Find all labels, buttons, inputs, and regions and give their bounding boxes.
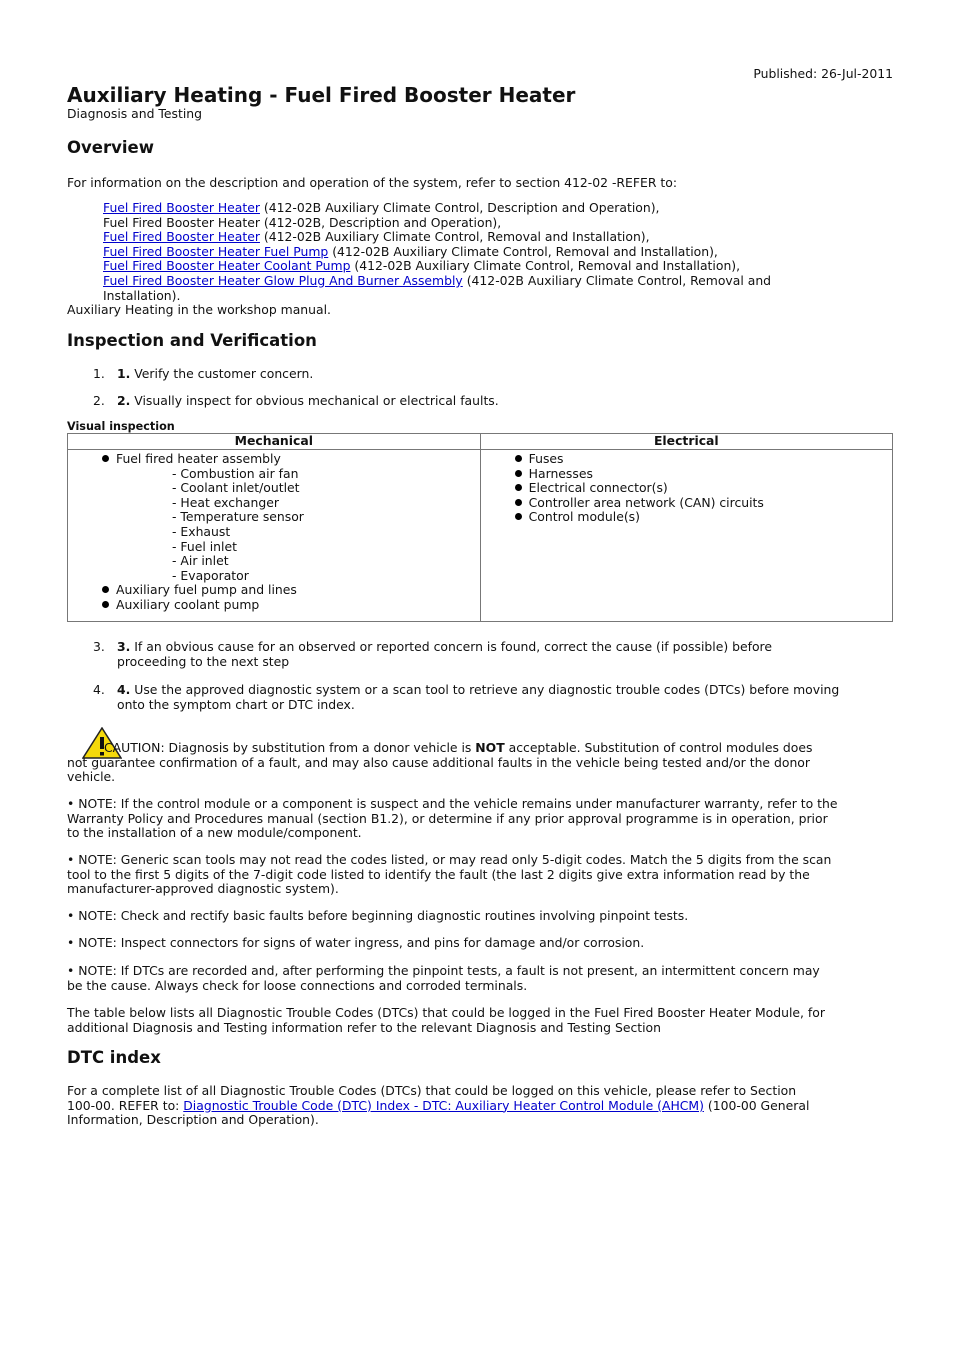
page-title: Auxiliary Heating - Fuel Fired Booster Heater — [67, 83, 576, 107]
reference-link[interactable]: Fuel Fired Booster Heater — [103, 200, 260, 215]
list-item: Auxiliary coolant pump — [68, 598, 480, 613]
dtc-index-heading: DTC index — [67, 1048, 161, 1067]
reference-item: Fuel Fired Booster Heater Coolant Pump (412-02B Auxiliary Climate Control, Removal and Installation), — [103, 258, 741, 274]
note-paragraph: • NOTE: Check and rectify basic faults before beginning diagnostic routines involving pinpoint tests. — [67, 908, 689, 923]
reference-item: Fuel Fired Booster Heater Glow Plug And Burner Assembly (412-02B Auxiliary Climate Control, Removal and — [103, 272, 772, 288]
overview-outro: Auxiliary Heating in the workshop manual. — [67, 302, 331, 317]
list-item: Auxiliary fuel pump and lines — [68, 583, 480, 598]
list-item: Fuses — [481, 452, 892, 467]
reference-item: Installation). — [103, 287, 181, 303]
overview-intro: For information on the description and operation of the system, refer to section 412-02 -REFER to: — [67, 175, 677, 190]
reference-item: Fuel Fired Booster Heater Fuel Pump (412-02B Auxiliary Climate Control, Removal and Installation), — [103, 243, 718, 259]
list-item: Control module(s) — [481, 510, 892, 525]
mechanical-cell — [68, 450, 481, 622]
electrical-cell — [480, 450, 892, 622]
document-page: Published: 26-Jul-2011 Auxiliary Heating - Fuel Fired Booster Heater Diagnosis and Testing Overview For information on the description and operation of the system, refer to section 412-02 -REFER to: Fuel Fired Booster Heater (412-02B Auxiliary Climate Control, Description and Operation), Fuel Fired Booster Heater (412-02B, Description and Operation), Fuel Fired Booster Heater (412-02B Auxiliary Climate Control, Removal and Installation), Fuel Fired Booster Heater Fuel Pump (412-02B Auxiliary Climate Control, Removal and Installation), Fuel Fired Booster Heater Coolant Pump (412-02B Auxiliary Climate Control, Removal and Installation), Fuel Fired Booster Heater Glow Plug And Burner Assembly (412-02B Auxiliary Climate Control, Removal and Installation). Auxiliary Heating in the workshop manual. Inspection and Verification 1. 1. Verify the customer concern. 2. 2. Visually inspect for obvious mechanical or electrical faults. Visual inspection Mechanical Electrical Fuel fired heater assembly - Combustion air fan - Coolant inlet/outlet - Heat exchanger - Temperature sensor - Exhaust - Fuel inlet - Air inlet - Evaporator Auxiliary fuel pump and lines Auxiliary coolant pump Fuses Harnesses Electrical connector(s) Controller area network (CAN) circuits Control module(s) 3. 3. If an obvious cause for an observed or reported concern is found, correct the cause (if possible) before proceeding to the next step 4. 4. Use the approved diagnostic system or a scan tool to retrieve any diagnostic trouble codes (DTCs) before moving onto the symptom chart or DTC index. CAUTION: Diagnosis by substitution from a donor vehicle is NOT acceptable. Substitution of control modules does not guarantee confirmation of a fault, and may also cause additional faults in the vehicle being tested and/or the donor vehicle. • NOTE: If the control module or a component is suspect and the vehicle remains under manufacturer warranty, refer to the Warranty Policy and Procedures manual (section B1.2), or determine if any prior approval programme is in operation, prior to the installation of a new module/component. • NOTE: Generic scan tools may not read the codes listed, or may read only 5-digit codes. Match the 5 digits from the scan tool to the first 5 digits of the 7-digit code listed to identify the fault (the last 2 digits give extra information read by the manufacturer-approved diagnostic system). • NOTE: Check and rectify basic faults before beginning diagnostic routines involving pinpoint tests. • NOTE: Inspect connectors for signs of water ingress, and pins for damage and/or corrosion. • NOTE: If DTCs are recorded and, after performing the pinpoint tests, a fault is not present, an intermittent concern may be the cause. Always check for loose connections and corroded terminals. The table below lists all Diagnostic Trouble Codes (DTCs) that could be logged in the Fuel Fired Booster Heater Module, for additional Diagnosis and Testing information refer to the relevant Diagnosis and Testing Section DTC index For a complete list of all Diagnostic Trouble Codes (DTCs) that could be logged on this vehicle, please refer to Section 100-00. REFER to: Diagnostic Trouble Code (DTC) Index - DTC: Auxiliary Heater Control Module (AHCM) (100-00 General Information, Description and Operation). — [67, 66, 893, 1128]
note-paragraph: • NOTE: If the control module or a component is suspect and the vehicle remains under manufacturer warranty, refer to the Warranty Policy and Procedures manual (section B1.2), or determine if any prior approval programme is in operation, prior to the installation of a new module/component. — [67, 796, 838, 841]
list-item: Electrical connector(s) — [481, 481, 892, 496]
note-paragraph: • NOTE: Generic scan tools may not read the codes listed, or may read only 5-digit codes. Match the 5 digits from the scan tool to the first 5 digits of the 7-digit code listed to identify the fault (the last 2 digits give extra information read by the manufacturer-approved diagnostic system). — [67, 852, 832, 897]
dtc-index-link[interactable]: Diagnostic Trouble Code (DTC) Index - DTC: Auxiliary Heater Control Module (AHCM) — [183, 1097, 704, 1113]
visual-inspection-label: Visual inspection — [67, 420, 175, 433]
table-intro-paragraph: The table below lists all Diagnostic Trouble Codes (DTCs) that could be logged in the Fuel Fired Booster Heater Module, for additional Diagnosis and Testing information refer to the relevant Diagnosis and Testing Section — [67, 1005, 825, 1035]
table-header-electrical: Electrical — [480, 434, 892, 450]
page-subtitle: Diagnosis and Testing — [67, 106, 202, 121]
reference-item: Fuel Fired Booster Heater (412-02B, Description and Operation), — [103, 214, 502, 230]
dtc-index-paragraph: For a complete list of all Diagnostic Trouble Codes (DTCs) that could be logged on this vehicle, please refer to Section 100-00. REFER to: Diagnostic Trouble Code (DTC) Index - DTC: Auxiliary Heater Control Module (AHCM) (100-00 General Information, Description and Operation). — [67, 1083, 810, 1128]
list-item: Harnesses — [481, 467, 892, 482]
reference-item: Fuel Fired Booster Heater (412-02B Auxiliary Climate Control, Removal and Installation), — [103, 229, 650, 245]
reference-item: Fuel Fired Booster Heater (412-02B Auxiliary Climate Control, Description and Operation), — [103, 200, 660, 215]
note-paragraph: • NOTE: Inspect connectors for signs of water ingress, and pins for damage and/or corrosion. — [67, 935, 645, 950]
list-item: Fuel fired heater assembly - Combustion air fan - Coolant inlet/outlet - Heat exchanger - Temperature sensor - Exhaust - Fuel inlet - Air inlet - Evaporator — [68, 452, 480, 583]
published-date: Published: 26-Jul-2011 — [753, 66, 893, 81]
reference-list — [103, 201, 893, 303]
visual-inspection-table — [67, 433, 893, 622]
reference-link[interactable]: Fuel Fired Booster Heater Fuel Pump — [103, 243, 329, 259]
reference-link[interactable]: Fuel Fired Booster Heater — [103, 229, 260, 245]
caution-note: CAUTION: Diagnosis by substitution from a donor vehicle is NOT acceptable. Substitution of control modules does not guarantee confirmation of a fault, and may also cause additional faults in the vehicle being tested and/or the donor vehicle. — [67, 740, 813, 785]
list-item: Controller area network (CAN) circuits — [481, 496, 892, 511]
reference-link[interactable]: Fuel Fired Booster Heater Glow Plug And Burner Assembly — [103, 272, 463, 288]
inspection-heading: Inspection and Verification — [67, 331, 317, 350]
note-paragraph: • NOTE: If DTCs are recorded and, after performing the pinpoint tests, a fault is not present, an intermittent concern may be the cause. Always check for loose connections and corroded terminals. — [67, 963, 820, 993]
reference-link[interactable]: Fuel Fired Booster Heater Coolant Pump — [103, 258, 351, 274]
overview-heading: Overview — [67, 138, 154, 157]
table-header-mechanical: Mechanical — [68, 434, 481, 450]
